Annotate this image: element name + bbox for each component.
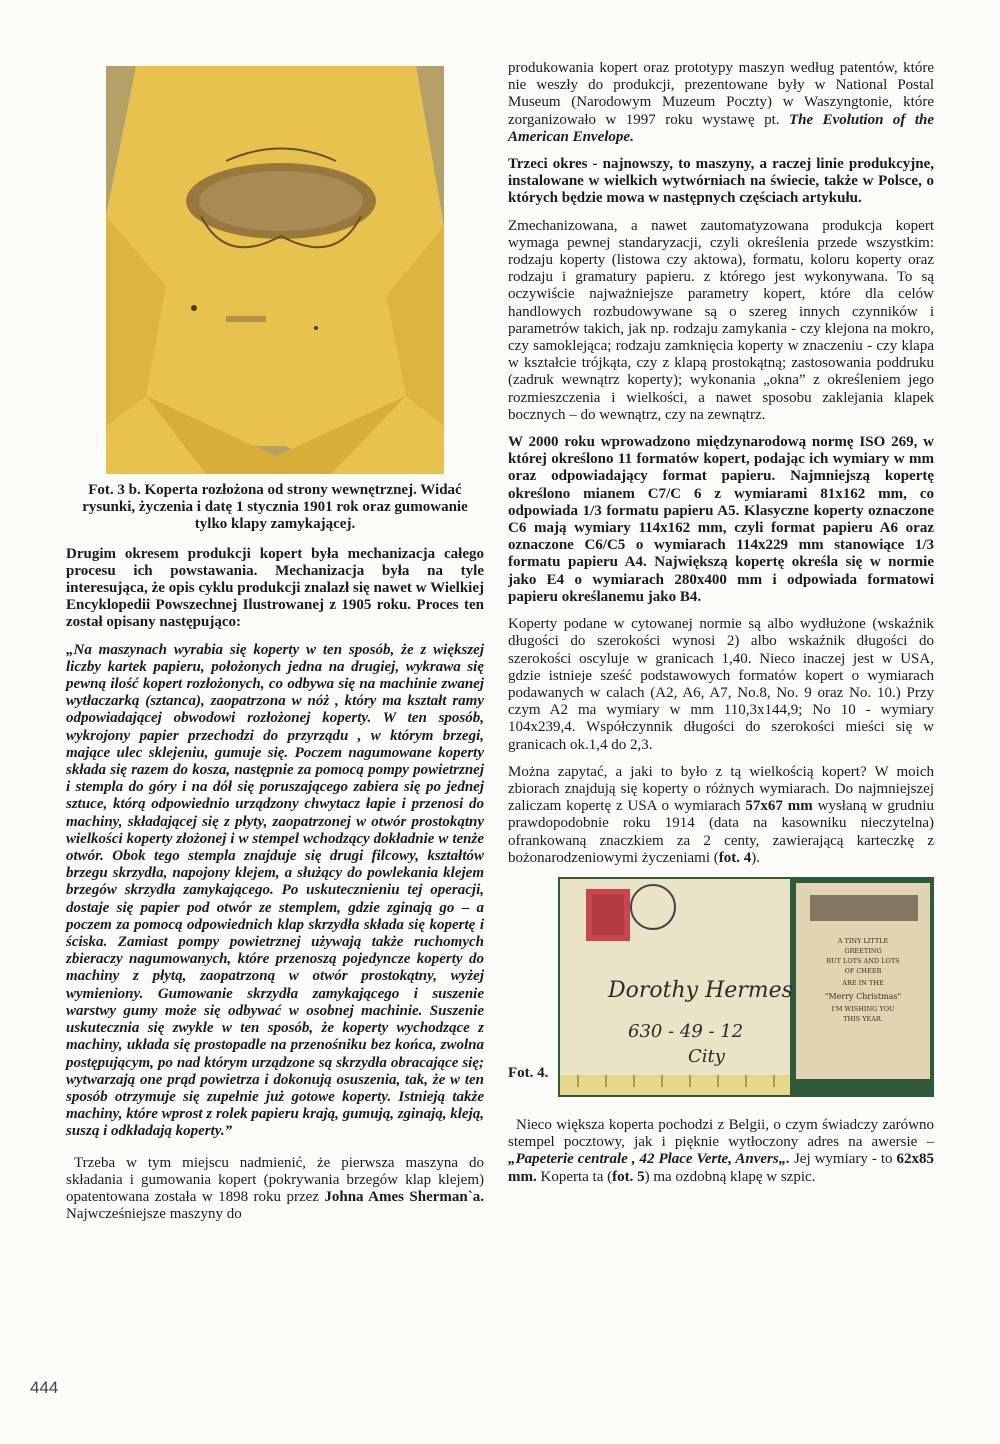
left-column <box>66 60 484 1233</box>
encyclopedia-quote: „Na maszynach wyrabia się koperty w ten sposób, że z większej liczby kartek papieru, położonych jedna na drugiej, wykrawa się pewną ilość kopert rozłożonych, co odbywa się na machinie zwanej wytłaczarką (sztanca), zaopatrzona w nóż , który ma kształt ramy odpowiadającej obwodowi rozłożonej koperty. W ten sposób, wykrojony papier przechodzi do przyrządu , w którym brzegi, mające ulec sklejeniu, gumuje się. Poczem nagumowane koperty składa się razem do kosza, następnie za pomocą pompy powietrznej i stempla do góry i na dół się poruszającego zabiera się po jednej sztuce, którą odpowiednio urządzony chwytacz łapie i przenosi do machiny, składającej się z płyty, zaopatrzonej w otwór prostokątny wielkości koperty złożonej i w stempel wchodzący dokładnie w tenże otwór. Obok tego stempla znajduje się drugi filcowy, kształtów brzegu skrzydła, napojony klejem, a służący do powlekania klejem brzegów skrzydła zamykającego. Po uskutecznieniu tej operacji, dostaje się papier pod otwór ze stemplem, gdzie zginają go – a poczem za pomocą odpowiednich klap skrzydła składa się kopertę i ściska. Zamiast pompy powietrznej używają także ruchomych zbieraczy nagumowanych, które przenoszą pojedyncze koperty do machiny z płytą, zaopatrzoną w otwór prostokątny, wyżej wymieniony. Gumowanie skrzydła zamykającego i suszenie warstwy gumy może się odbywać w osobnej machinie. Suszenie uskutecznia się zwykle w ten sposób, że koperty wychodzące z machiny, układa się prostopadle na przenośniku bez końca, zwolna postępującym, po nad którym urządzone są skrzydła obracające się; wytwarzają one prąd powietrza i dokonują osuszenia, tak, że w ten sposób otrzymuje się zupełnie już gotowe koperty. Istnieją także machiny, które wprost z rolek papieru krają, gumują, zginają, kleją, suszą i odkładają koperty.” <box>66 641 484 1140</box>
belgium-text-e: Koperta ta ( <box>536 1168 613 1185</box>
right-column <box>508 60 934 1196</box>
sherman-paragraph-tail: Najwcześniejsze maszyny do <box>66 1206 242 1223</box>
card-text-line-3: BUT LOTS AND LOTS <box>826 956 900 965</box>
card-text-line-4: OF CHEER <box>844 966 882 975</box>
card-text-line-2: GREETING <box>844 946 882 955</box>
smallest-envelope-size: 57x67 mm <box>745 798 813 815</box>
small-envelope-with-card-image <box>558 877 934 1097</box>
sherman-name: Johna Ames Sherman`a. <box>324 1188 484 1205</box>
page-number: 444 <box>30 1378 59 1397</box>
handwriting-line-3: City <box>688 1045 725 1067</box>
card-text-line-1: A TINY LITTLE <box>837 936 889 945</box>
belgium-text-a: Nieco większa koperta pochodzi z Belgii, o czym świadczy zarówno stempel pocztowy, jak i pięknie wytłoczony adres na awersie – <box>508 1116 934 1151</box>
museum-paragraph <box>508 60 934 146</box>
mechanization-intro-paragraph: Drugim okresem produkcji kopert była mechanizacja całego procesu ich powstawania. Mechanizacja była na tyle interesująca, że opis cyklu produkcji znalazł się nawet w Wielkiej Encyklopedii Powszechnej Ilustrowanej z 1905 roku. Proces ten został opisany następująco: <box>66 545 484 631</box>
belgium-text-g: ) ma ozdobną klapę w szpic. <box>644 1168 816 1185</box>
fot5-reference: fot. 5 <box>612 1168 645 1185</box>
standardization-paragraph: Zmechanizowana, a nawet zautomatyzowana produkcja kopert wymaga pewnej standaryzacji, czyli określenia przede wszystkim: rodzaju koperty (listowa czy aktowa), formatu, koloru koperty oraz rodzaju i gramatury papieru. z którego jest wykonywana. To są oczywiście najważniejsze parametry kopert, które dla celów handlowych rozbudowywane są o szereg innych czynników i parametrów takich, jak np. rodzaju zamykania - czy klejona na mokro, czy samoklejąca; rodzaju zamknięcia koperty w znaczeniu - czy klapa w kształcie trójkąta, czy z klapą prostokątną; zastosowania poddruku (zadruk wewnątrz koperty); wykonania „okna” z określeniem jego rozmieszczenia i wielkości, a nawet sposobu zaklejania klapek bocznych – do wewnątrz, czy na zewnątrz. <box>508 217 934 423</box>
envelope-photo-fot3b <box>106 66 444 474</box>
fot3b-caption: Fot. 3 b. Koperta rozłożona od strony wewnętrznej. Widać rysunki, życzenia i datę 1 stycznia 1901 rok oraz gumowanie tylko klapy zamykającej. <box>82 482 468 533</box>
collection-text-e: ). <box>751 849 760 866</box>
belgian-envelope-size: 62x85 mm. <box>508 1151 935 1185</box>
collection-text-c: wysłaną w grudniu prawdopodobnie roku 1914 (data na kasowniku nieczytelna) ofrankowaną znaczkiem za 2 centy, zawierającą karteczkę z bożonarodzeniowymi życzeniami ( <box>508 798 934 866</box>
sherman-paragraph-text: Trzeba w tym miejscu nadmienić, że pierwsza maszyna do składania i gumowania kopert (pokrywania brzegów klap klejem) opatentowana została w 1898 roku przez <box>66 1154 484 1205</box>
fot4-reference: fot. 4 <box>718 849 752 866</box>
card-text-line-5: ARE IN THE <box>842 978 884 987</box>
unfolded-envelope-image <box>106 66 444 474</box>
antwerp-address: „Papeterie centrale , 42 Place Verte, Anvers„. <box>508 1151 790 1168</box>
exhibition-title: The Evolution of the American Envelope. <box>508 111 934 145</box>
handwriting-line-1: Dorothy Hermes <box>608 977 793 1003</box>
collection-text-a: Można zapytać, a jaki to było z tą wielkością kopert? W moich zbiorach znajdują się koperty o różnych wymiarach. Do najmniejszej zaliczam kopertę z USA o wymiarach <box>508 763 934 815</box>
fot4-label: Fot. 4. <box>508 1064 549 1081</box>
sherman-paragraph <box>66 1155 484 1224</box>
envelope-photo-fot4 <box>508 877 934 1103</box>
handwriting-line-2: 630 - 49 - 12 <box>628 1020 744 1042</box>
belgium-text-c: Jej wymiary - to <box>789 1151 893 1168</box>
card-text-line-7: I'M WISHING YOU <box>831 1004 895 1013</box>
third-period-paragraph: Trzeci okres - najnowszy, to maszyny, a raczej linie produkcyjne, instalowane w wielkich wytwórniach na świecie, także w Polsce, o których będzie mowa w następnych częściach artykułu. <box>508 156 934 207</box>
card-text-line-6: "Merry Christmas" <box>824 991 902 1001</box>
usa-formats-paragraph: Koperty podane w cytowanej normie są albo wydłużone (wskaźnik długości do szerokości wynosi 2) albo wskaźnik długości do szerokości oscyluje w granicach 1,40. Nieco inaczej jest w USA, gdzie istnieje sześć podstawowych formatów kopert o wymiarach podawanych w calach (A2, A6, A7, No.8, No. 9 oraz No. 10.) Przy czym A2 ma wymiary w mm 110,3x144,9; No 10 - wymiary 104x239,4. Współczynnik długości do szerokości mieści się w granicach ok.1,4 do 2,3. <box>508 616 934 753</box>
iso-norm-paragraph: W 2000 roku wprowadzono międzynarodową normę ISO 269, w której określono 11 formatów kopert, podając ich wymiary w mm oraz odpowiadający format papieru. Najmniejszą kopertę określono mianem C7/C 6 z wymiarami 81x162 mm, co odpowiada 1/3 formatu papieru A5. Klasyczne koperty oznaczone C6 mają wymiary 114x162 mm, czyli format papieru A6 oraz oznaczone C6/C5 o wymiarach 114x229 mm stanowiące 1/3 formatu papieru A4. Największą kopertę określa się w normie jako E4 o wymiarach 280x400 mm i odpowiada formatowi papieru określanemu jako B4. <box>508 434 934 605</box>
museum-paragraph-text: produkowania kopert oraz prototypy maszyn według patentów, które nie weszły do produkcji, prezentowane były w National Postal Museum (Narodowym Muzeum Poczty) w Waszyngtonie, które zorganizowało w 1997 roku wystawę pt. <box>508 60 934 128</box>
collection-paragraph <box>508 764 934 867</box>
belgium-paragraph <box>508 1117 934 1186</box>
card-text-line-8: THIS YEAR. <box>843 1014 883 1023</box>
